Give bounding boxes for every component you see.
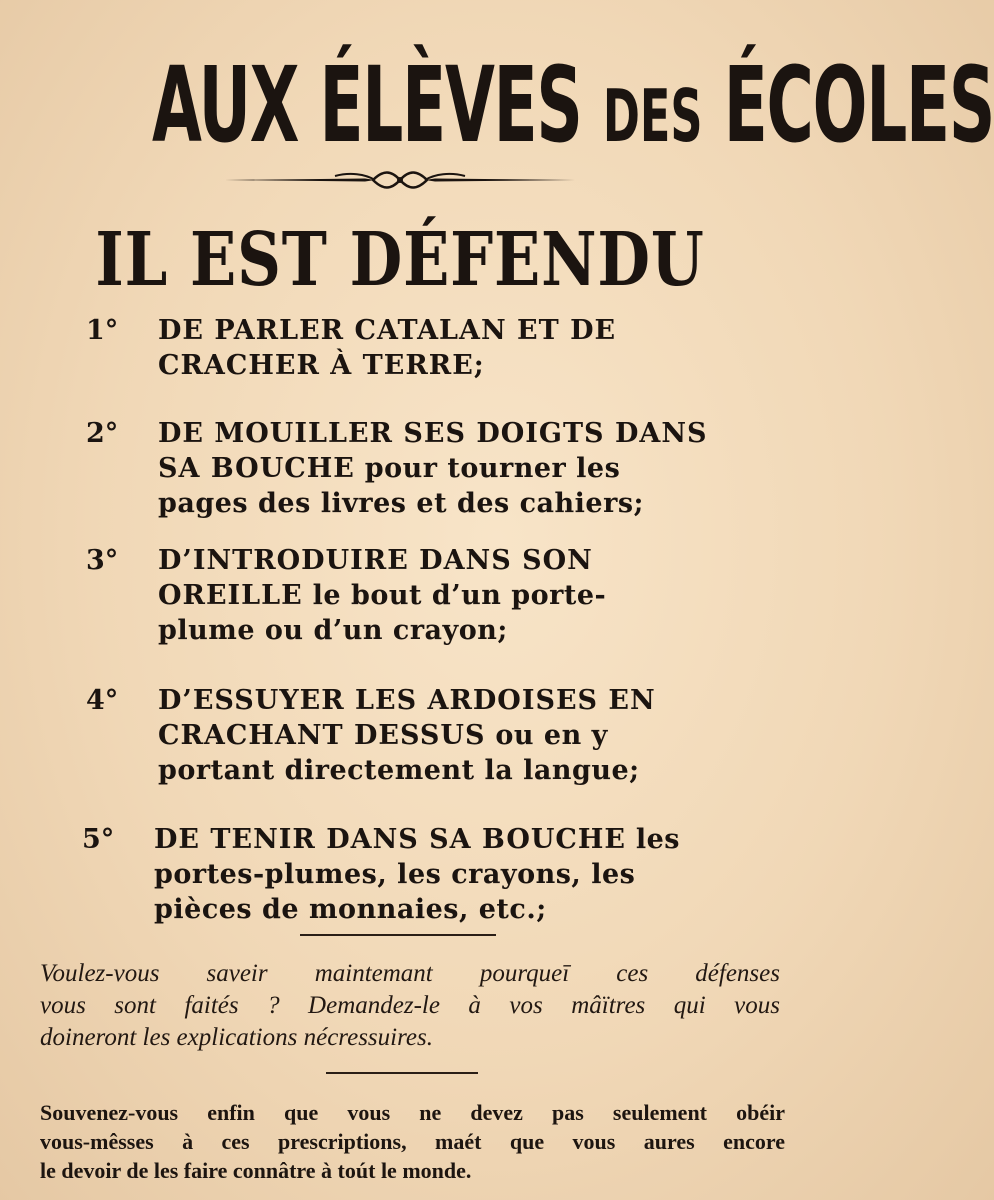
divider-rule-1	[300, 934, 496, 936]
rule-text-caps: D’INTRODUIRE DANS SON	[158, 545, 593, 576]
rule-line	[158, 613, 606, 648]
rule-line	[158, 718, 656, 753]
rule-line	[158, 451, 708, 486]
ornament-divider	[225, 168, 575, 192]
title-part-1: AUX ÉLÈVES	[152, 44, 603, 166]
rule-text: les	[625, 824, 681, 855]
rule-text: portes-plumes, les crayons, les	[154, 859, 636, 890]
footer-line: vous-mêsses à ces prescriptions, maét que vous aures encore	[40, 1129, 785, 1154]
rule-text-caps: DE MOUILLER SES DOIGTS DANS	[158, 418, 708, 449]
note-line: doineront les explications nécressuires.	[40, 1024, 433, 1051]
rule-item	[86, 416, 708, 521]
closing-note	[40, 1098, 785, 1185]
rule-item	[82, 822, 681, 927]
rule-number: 3°	[86, 545, 119, 576]
rule-text: pour tourner les	[354, 453, 621, 484]
poster-title	[152, 30, 994, 191]
footer-line: le devoir de les faire connâtre à toút le monde.	[40, 1158, 472, 1183]
rule-line	[158, 348, 616, 383]
rule-line	[154, 892, 680, 927]
title-part-3: ÉCOLES	[702, 44, 994, 166]
rule-text-caps: SA BOUCHE	[158, 453, 355, 484]
rule-line	[158, 753, 656, 788]
rule-text-caps: OREILLE	[158, 580, 303, 611]
rule-number: 5°	[82, 824, 115, 855]
poster-subtitle: IL EST DÉFENDU	[95, 217, 705, 303]
rule-text-caps: CRACHER À TERRE;	[158, 350, 485, 381]
rule-item	[86, 683, 656, 788]
rule-line	[158, 416, 708, 451]
rule-text-caps: DE PARLER CATALAN ET DE	[158, 315, 617, 346]
explanation-note	[40, 958, 780, 1054]
rule-text: pages des livres et des cahiers;	[158, 488, 644, 519]
divider-rule-2	[326, 1072, 478, 1074]
rule-line	[158, 313, 616, 348]
rule-text-caps: CRACHANT DESSUS	[158, 720, 486, 751]
rule-text-caps: DE TENIR DANS SA BOUCHE	[154, 824, 626, 855]
note-line: vous sont faités ? Demandez-le à vos mâïtres qui vous	[40, 992, 780, 1019]
rule-number: 1°	[86, 315, 119, 346]
rule-line	[158, 683, 656, 718]
rule-text: portant directement la langue;	[158, 755, 640, 786]
rule-text: plume ou d’un crayon;	[158, 615, 508, 646]
rule-text: pièces de monnaies, etc.;	[154, 894, 547, 925]
note-line: Voulez-vous saveir maintemant pourqueī ces défenses	[40, 960, 780, 987]
rule-text: le bout d’un porte-	[302, 580, 607, 611]
rule-line	[154, 857, 680, 892]
rule-line	[158, 543, 606, 578]
rule-number: 4°	[86, 685, 119, 716]
rule-text: ou en y	[485, 720, 608, 751]
rule-number: 2°	[86, 418, 119, 449]
title-part-2: DES	[602, 74, 703, 158]
rule-item	[86, 313, 617, 383]
footer-line: Souvenez-vous enfin que vous ne devez pas seulement obéir	[40, 1100, 785, 1125]
rule-item	[86, 543, 607, 648]
rule-line	[158, 486, 708, 521]
rule-line	[158, 578, 606, 613]
rule-text-caps: D’ESSUYER LES ARDOISES EN	[158, 685, 656, 716]
rule-line	[154, 822, 680, 857]
